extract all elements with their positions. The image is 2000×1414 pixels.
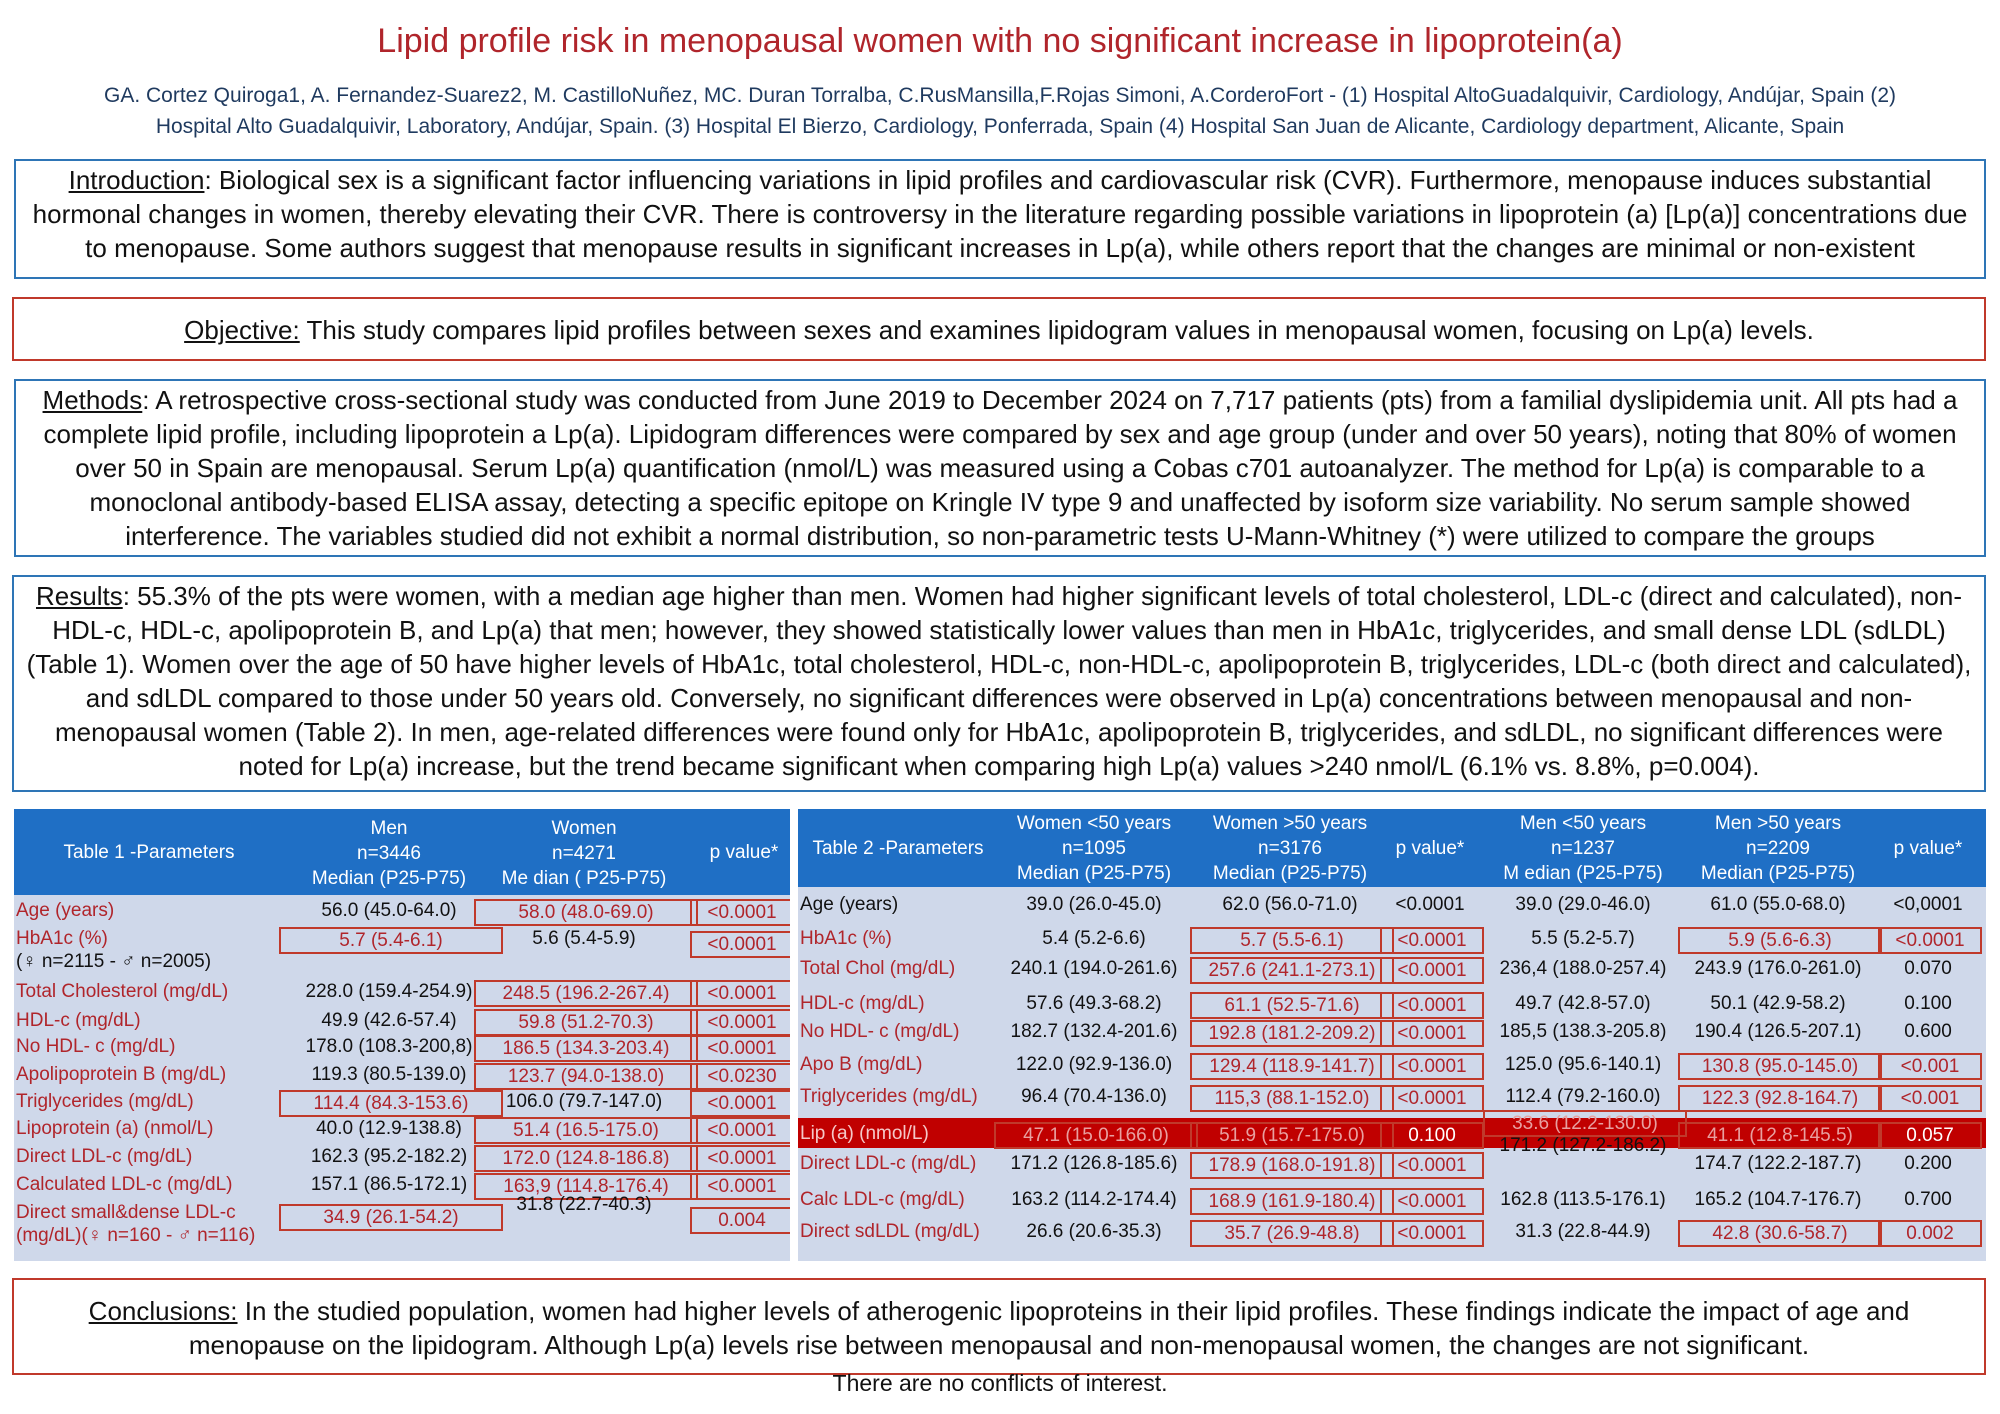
men-lt50-value: 33.6 (12.2-130.0) <box>1483 1110 1687 1137</box>
men-gt50-value: 50.1 (42.9-58.2) <box>1710 993 1846 1014</box>
objective-text: This study compares lipid profiles between sexes and examines lipidogram values in menopausal women, focusing on Lp(a) levels. <box>299 315 1814 345</box>
methods-text: : A retrospective cross-sectional study was conducted from June 2019 to December 2024 on 7,717 patients (pts) from a familial dyslipidemia unit. All pts had a complete lipid profile, including lipoprotein a Lp(a). Lipidogram differences were compared by sex and age group (under and over 50 years), noting that 80% of women over 50 in Spain are menopausal. Serum Lp(a) quantification (nmol/L) was measured using a Cobas c701 autoanalyzer. The method for Lp(a) is comparable to a monoclonal antibody-based ELISA assay, detecting a specific epitope on Kringle IV type 9 and unaffected by isoform size variability. No serum sample showed interference. The variables studied did not exhibit a normal distribution, so non-parametric tests U-Mann-Whitney (*) were utilized to compare the groups <box>43 385 1958 551</box>
p-value: <0.0001 <box>690 1090 790 1117</box>
women-value: 5.6 (5.4-5.9) <box>532 928 636 949</box>
women-value: 163,9 (114.8-176.4) <box>474 1173 698 1200</box>
row-parameter-subtitle: (mg/dL)(♀ n=160 - ♂ n=116) <box>16 1225 256 1246</box>
women-lt50-value: 240.1 (194.0-261.6) <box>1010 958 1178 979</box>
row-parameter: Total Chol (mg/dL) <box>800 958 956 979</box>
men-value: 34.9 (26.1-54.2) <box>279 1204 503 1231</box>
men-value: 157.1 (86.5-172.1) <box>310 1174 468 1195</box>
women-gt50-value: 35.7 (26.9-48.8) <box>1190 1220 1394 1247</box>
table-2-p2-header: p value* <box>1893 838 1963 859</box>
introduction-label: Introduction <box>68 165 205 195</box>
methods-box <box>14 379 1986 557</box>
row-parameter: Apolipoprotein B (mg/dL) <box>16 1064 227 1085</box>
men-gt50-stat: Median (P25-P75) <box>1700 863 1856 884</box>
p-value-women: 0.100 <box>1380 1122 1484 1149</box>
women-n: n=4271 <box>552 843 616 864</box>
results-label: Results <box>36 581 123 611</box>
men-gt50-value: 5.9 (5.6-6.3) <box>1678 927 1882 954</box>
row-parameter: Triglycerides (mg/dL) <box>16 1091 194 1112</box>
row-parameter: Direct sdLDL (mg/dL) <box>800 1221 980 1242</box>
table-row <box>14 896 790 924</box>
men-lt50-n: n=1237 <box>1551 838 1615 859</box>
table-2-header <box>798 809 1986 887</box>
p-value: <0.0001 <box>690 1173 790 1200</box>
table-1-women-header <box>474 816 694 891</box>
women-stat: Me dian ( P25-P75) <box>501 868 667 889</box>
men-value: 119.3 (80.5-139.0) <box>311 1064 467 1085</box>
table-row <box>14 1087 790 1114</box>
p-value-men: 0.057 <box>1878 1122 1982 1149</box>
women-gt50-value: 129.4 (118.9-141.7) <box>1190 1053 1394 1080</box>
row-parameter: Age (years) <box>800 894 899 915</box>
women-lt50-n: n=1095 <box>1062 838 1126 859</box>
women-lt50-value: 5.4 (5.2-6.6) <box>1042 928 1146 949</box>
women-gt50-label: Women >50 years <box>1212 813 1368 834</box>
table-1-p-header: p value* <box>709 842 779 863</box>
introduction-box <box>14 159 1986 279</box>
p-value: <0.0001 <box>690 899 790 926</box>
row-parameter: Triglycerides (mg/dL) <box>800 1086 978 1107</box>
women-gt50-value: 61.1 (52.5-71.6) <box>1190 992 1394 1019</box>
p-value-women: <0.0001 <box>1380 1188 1484 1215</box>
women-value: 31.8 (22.7-40.3) <box>516 1194 652 1215</box>
p-value-men: 0.700 <box>1904 1189 1952 1210</box>
table-row <box>798 1113 1986 1148</box>
men-lt50-value: 236,4 (188.0-257.4) <box>1499 958 1667 979</box>
men-gt50-value: 41.1 (12.8-145.5) <box>1678 1122 1882 1149</box>
introduction-text: : Biological sex is a significant factor influencing variations in lipid profiles and cardiovascular risk (CVR). Furthermore, menopause induces substantial hormonal changes in women, thereby elevating their CVR. There is controversy in the literature regarding possible variations in lipoprotein (a) [Lp(a)] concentrations due to menopause. Some authors suggest that menopause results in significant increases in Lp(a), while others report that the changes are minimal or non-existent <box>32 165 1968 263</box>
women-lt50-value: 96.4 (70.4-136.0) <box>1021 1086 1167 1107</box>
row-parameter: Apo B (mg/dL) <box>800 1054 923 1075</box>
men-label: Men <box>370 818 408 839</box>
table-2-params-header: Table 2 -Parameters <box>812 838 984 859</box>
conflicts-statement: There are no conflicts of interest. <box>832 1370 1168 1396</box>
men-gt50-value: 243.9 (176.0-261.0) <box>1694 958 1862 979</box>
table-row <box>14 1032 790 1060</box>
men-value: 5.7 (5.4-6.1) <box>279 927 503 954</box>
men-lt50-value: 5.5 (5.2-5.7) <box>1531 928 1635 949</box>
p-value-men: 0.100 <box>1904 993 1952 1014</box>
table-1-men-header <box>279 816 499 891</box>
table-2 <box>798 809 1986 1261</box>
author-list <box>20 80 1980 142</box>
men-gt50-label: Men >50 years <box>1714 813 1842 834</box>
row-parameter: Lip (a) (nmol/L) <box>800 1123 929 1144</box>
men-gt50-n: n=2209 <box>1746 838 1810 859</box>
men-value: 40.0 (12.9-138.8) <box>316 1118 462 1139</box>
table-row <box>798 889 1986 923</box>
table-row <box>798 1016 1986 1049</box>
men-value: 56.0 (45.0-64.0) <box>321 900 457 921</box>
p-value-women: <0.0001 <box>1380 927 1484 954</box>
women-gt50-value: 62.0 (56.0-71.0) <box>1222 894 1358 915</box>
p-value-men: 0.002 <box>1878 1220 1982 1247</box>
table-row <box>798 1216 1986 1250</box>
men-gt50-value: 61.0 (55.0-68.0) <box>1710 894 1846 915</box>
men-lt50-value: 125.0 (95.6-140.1) <box>1504 1054 1662 1075</box>
men-lt50-value: 162.8 (113.5-176.1) <box>1500 1189 1666 1210</box>
women-gt50-value: 51.9 (15.7-175.0) <box>1190 1122 1394 1149</box>
table-2-men-gt50-header <box>1678 811 1878 886</box>
women-gt50-value: 115,3 (88.1-152.0) <box>1190 1085 1394 1112</box>
table-row <box>14 924 790 977</box>
men-value: 178.0 (108.3-200,8) <box>305 1036 473 1057</box>
row-parameter: Direct LDL-c (mg/dL) <box>16 1146 193 1167</box>
row-parameter: HbA1c (%) <box>800 928 892 949</box>
men-stat: Median (P25-P75) <box>311 868 467 889</box>
p-value-women: <0.0001 <box>1380 1020 1484 1047</box>
women-gt50-n: n=3176 <box>1258 838 1322 859</box>
men-lt50-value: 185,5 (138.3-205.8) <box>1499 1021 1667 1042</box>
women-gt50-value: 168.9 (161.9-180.4) <box>1190 1188 1394 1215</box>
author-line-1: GA. Cortez Quiroga1, A. Fernandez-Suarez2, M. CastilloNuñez, MC. Duran Torralba, C.RusMansilla,F.Rojas Simoni, A.CorderoFort - (1) Hospital AltoGuadalquivir, Cardiology, Andújar, Spain (2) <box>103 84 1896 107</box>
p-value-women: <0.0001 <box>1380 957 1484 984</box>
women-value: 123.7 (94.0-138.0) <box>474 1063 698 1090</box>
women-value: 59.8 (51.2-70.3) <box>474 1009 698 1036</box>
p-value: <0.0001 <box>690 1009 790 1036</box>
table-2-women-gt50-header <box>1190 811 1390 886</box>
table-row <box>798 1081 1986 1118</box>
p-value-men: 0.200 <box>1904 1153 1952 1174</box>
p-value-men: <0.0001 <box>1878 927 1982 954</box>
men-gt50-value: 122.3 (92.8-164.7) <box>1678 1085 1882 1112</box>
p-value: 0.004 <box>690 1207 790 1234</box>
women-lt50-value: 122.0 (92.9-136.0) <box>1015 1054 1173 1075</box>
p-value-women: <0.0001 <box>1380 1152 1484 1179</box>
row-parameter: Calculated LDL-c (mg/dL) <box>16 1174 233 1195</box>
women-label: Women <box>551 818 617 839</box>
p-value-women: <0.0001 <box>1380 1220 1484 1247</box>
table-row <box>798 1184 1986 1216</box>
table-row <box>798 1049 1986 1081</box>
women-gt50-value: 257.6 (241.1-273.1) <box>1190 957 1394 984</box>
women-gt50-value: 192.8 (181.2-209.2) <box>1190 1020 1394 1047</box>
conclusions-box <box>12 1278 1986 1375</box>
table-row <box>798 988 1986 1016</box>
men-gt50-value: 174.7 (122.2-187.7) <box>1694 1153 1862 1174</box>
objective-box <box>12 297 1986 361</box>
men-gt50-value: 165.2 (104.7-176.7) <box>1694 1189 1862 1210</box>
row-parameter: HbA1c (%) <box>16 928 108 949</box>
men-lt50-stat: M edian (P25-P75) <box>1503 863 1663 884</box>
women-lt50-value: 171.2 (126.8-185.6) <box>1010 1153 1178 1174</box>
row-parameter: Calc LDL-c (mg/dL) <box>800 1189 965 1210</box>
women-lt50-label: Women <50 years <box>1016 813 1172 834</box>
row-parameter: Age (years) <box>16 900 115 921</box>
women-value: 58.0 (48.0-69.0) <box>474 899 698 926</box>
men-value: 49.9 (42.6-57.4) <box>321 1010 457 1031</box>
table-row <box>14 1142 790 1170</box>
women-lt50-value: 26.6 (20.6-35.3) <box>1026 1221 1162 1242</box>
women-value: 248.5 (196.2-267.4) <box>474 980 698 1007</box>
p-value-men: <0,0001 <box>1893 894 1963 915</box>
women-lt50-stat: Median (P25-P75) <box>1016 863 1172 884</box>
row-parameter-subtitle: (♀ n=2115 - ♂ n=2005) <box>16 951 212 972</box>
p-value-men: <0.001 <box>1878 1085 1982 1112</box>
women-gt50-value: 5.7 (5.5-6.1) <box>1190 927 1394 954</box>
men-gt50-value: 42.8 (30.6-58.7) <box>1678 1220 1882 1247</box>
table-row <box>14 1114 790 1142</box>
p-value: <0.0001 <box>690 1035 790 1062</box>
table-row <box>798 923 1986 953</box>
p-value-men: <0.001 <box>1878 1053 1982 1080</box>
row-parameter: HDL-c (mg/dL) <box>16 1010 141 1031</box>
women-value: 51.4 (16.5-175.0) <box>474 1117 698 1144</box>
women-lt50-value: 163.2 (114.2-174.4) <box>1011 1189 1177 1210</box>
p-value: <0.0001 <box>690 1145 790 1172</box>
men-value: 114.4 (84.3-153.6) <box>279 1090 503 1117</box>
table-2-men-lt50-header <box>1483 811 1683 886</box>
p-value: <0.0001 <box>690 980 790 1007</box>
women-lt50-value: 57.6 (49.3-68.2) <box>1026 993 1162 1014</box>
poster-title: Lipid profile risk in menopausal women with no significant increase in lipoprotein(a) <box>377 22 1623 60</box>
row-parameter: No HDL- c (mg/dL) <box>16 1036 176 1057</box>
table-2-p1-header: p value* <box>1395 838 1465 859</box>
table-row <box>14 977 790 1006</box>
men-lt50-value: 39.0 (29.0-46.0) <box>1515 894 1651 915</box>
women-gt50-stat: Median (P25-P75) <box>1212 863 1368 884</box>
table-1 <box>14 809 790 1261</box>
table-row <box>14 1006 790 1032</box>
men-gt50-value: 190.4 (126.5-207.1) <box>1694 1021 1862 1042</box>
objective-label: Objective: <box>184 315 300 345</box>
p-value: <0.0001 <box>690 931 790 958</box>
men-lt50-label: Men <50 years <box>1519 813 1647 834</box>
row-parameter: HDL-c (mg/dL) <box>800 993 925 1014</box>
women-lt50-value: 39.0 (26.0-45.0) <box>1026 894 1162 915</box>
men-lt50-value: 171.2 (127.2-186.2) <box>1499 1135 1667 1156</box>
women-value: 106.0 (79.7-147.0) <box>505 1091 663 1112</box>
table-row <box>14 1060 790 1087</box>
p-value-women: <0.0001 <box>1395 894 1465 915</box>
p-value: <0.0001 <box>690 1117 790 1144</box>
men-lt50-value: 31.3 (22.8-44.9) <box>1515 1221 1651 1242</box>
table-1-params-header: Table 1 -Parameters <box>63 842 235 863</box>
row-parameter: Lipoprotein (a) (nmol/L) <box>16 1118 214 1139</box>
men-n: n=3446 <box>357 843 421 864</box>
row-parameter: No HDL- c (mg/dL) <box>800 1021 960 1042</box>
conclusions-text: In the studied population, women had higher levels of atherogenic lipoproteins in their lipid profiles. These findings indicate the impact of age and menopause on the lipidogram. Although Lp(a) levels rise between menopausal and non-menopausal women, the changes are not significant. <box>188 1296 1910 1360</box>
p-value-men: 0.070 <box>1904 958 1952 979</box>
table-1-header <box>14 809 790 895</box>
table-row <box>798 953 1986 988</box>
women-value: 172.0 (124.8-186.8) <box>474 1145 698 1172</box>
author-line-2: Hospital Alto Guadalquivir, Laboratory, Andújar, Spain. (3) Hospital El Bierzo, Cardiology, Ponferrada, Spain (4) Hospital San Juan de Alicante, Cardiology department, Alicante, Spain <box>155 115 1845 138</box>
women-value: 186.5 (134.3-203.4) <box>474 1035 698 1062</box>
results-box <box>12 575 1986 792</box>
p-value-women: <0.0001 <box>1380 1085 1484 1112</box>
women-gt50-value: 178.9 (168.0-191.8) <box>1190 1152 1394 1179</box>
results-text: : 55.3% of the pts were women, with a median age higher than men. Women had higher significant levels of total cholesterol, LDL-c (direct and calculated), non-HDL-c, HDL-c, apolipoprotein B, and Lp(a) that men; however, they showed statistically lower values than men in HbA1c, triglycerides, and small dense LDL (sdLDL) (Table 1). Women over the age of 50 have higher levels of HbA1c, total cholesterol, HDL-c, non-HDL-c, apolipoprotein B, triglycerides, LDL-c (both direct and calculated), and sdLDL compared to those under 50 years old. Conversely, no significant differences were observed in Lp(a) concentrations between menopausal and non-menopausal women (Table 2). In men, age-related differences were found only for HbA1c, apolipoprotein B, triglycerides, and sdLDL, no significant differences were noted for Lp(a) increase, but the trend became significant when comparing high Lp(a) values >240 nmol/L (6.1% vs. 8.8%, p=0.004). <box>26 581 1972 781</box>
men-lt50-value: 112.4 (79.2-160.0) <box>1505 1086 1661 1107</box>
row-parameter: Direct small&dense LDL-c <box>16 1202 236 1223</box>
row-parameter: Total Cholesterol (mg/dL) <box>16 981 229 1002</box>
methods-label: Methods <box>42 385 143 415</box>
p-value-men: 0.600 <box>1904 1021 1952 1042</box>
men-value: 162.3 (95.2-182.2) <box>310 1146 468 1167</box>
women-lt50-value: 182.7 (132.4-201.6) <box>1010 1021 1178 1042</box>
p-value-women: <0.0001 <box>1380 1053 1484 1080</box>
table-2-women-lt50-header <box>994 811 1194 886</box>
table-row <box>14 1194 790 1248</box>
row-parameter: Direct LDL-c (mg/dL) <box>800 1153 977 1174</box>
men-lt50-value: 49.7 (42.8-57.0) <box>1515 993 1651 1014</box>
women-lt50-value: 47.1 (15.0-166.0) <box>994 1122 1198 1149</box>
p-value-women: <0.0001 <box>1380 992 1484 1019</box>
men-gt50-value: 130.8 (95.0-145.0) <box>1678 1053 1882 1080</box>
men-value: 228.0 (159.4-254.9) <box>305 981 473 1002</box>
p-value: <0.0230 <box>690 1063 790 1090</box>
conclusions-label: Conclusions: <box>88 1296 238 1326</box>
